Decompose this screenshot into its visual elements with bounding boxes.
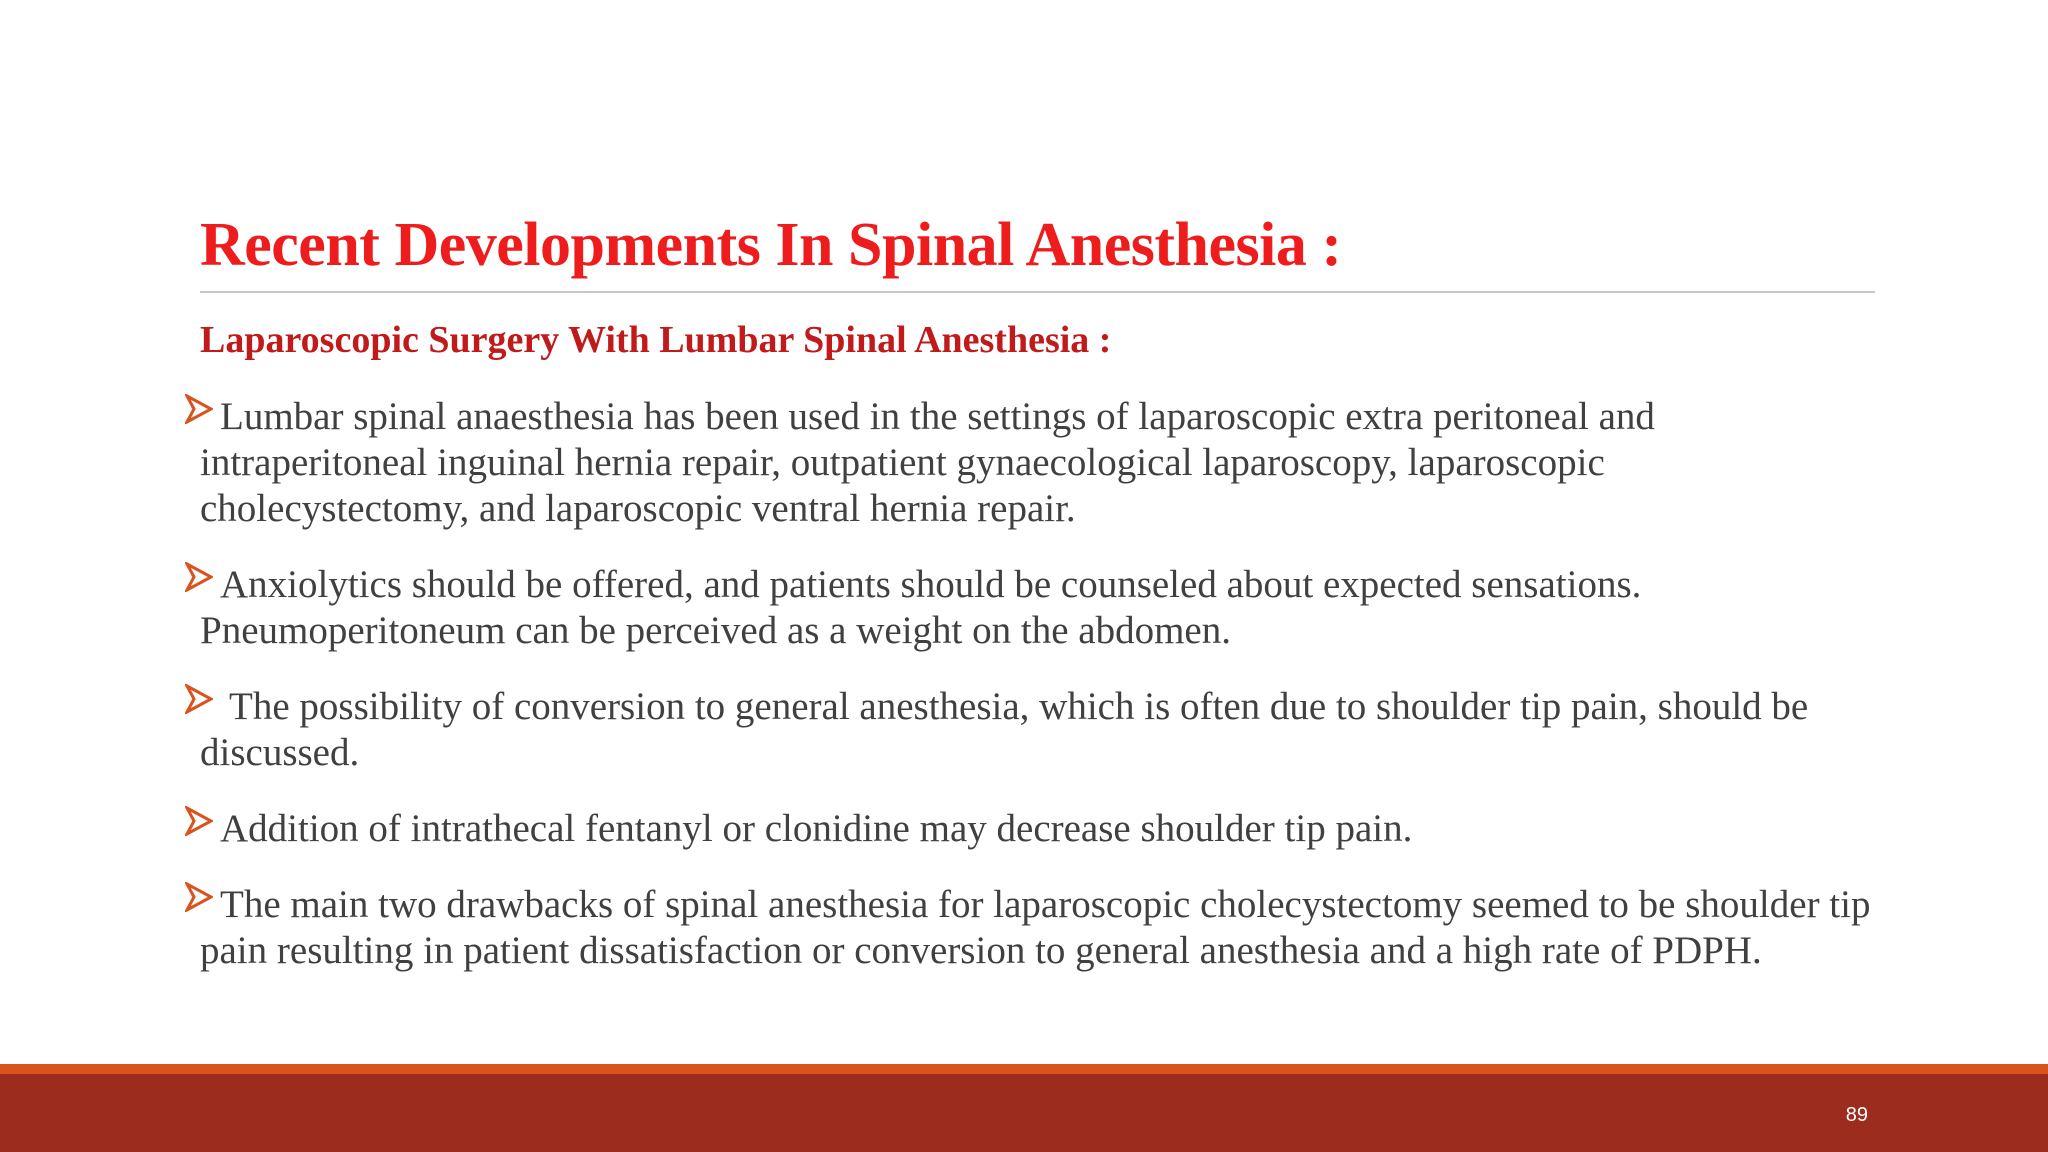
- bullet-item: [200, 806, 1880, 852]
- bullet-item: [200, 684, 1880, 776]
- bullet-item: [200, 394, 1880, 532]
- arrow-bullet-icon: [185, 394, 213, 424]
- bullet-item: [200, 882, 1880, 974]
- slide-subtitle: Laparoscopic Surgery With Lumbar Spinal Anesthesia :: [200, 319, 1112, 361]
- bullet-text: Lumbar spinal anaesthesia has been used in the settings of laparoscopic extra peritoneal and intraperitoneal inguinal hernia repair, outpatient gynaecological laparoscopy, laparoscopic cholecystectomy, and laparoscopic ventral hernia repair.: [200, 395, 1655, 530]
- bullet-text: The main two drawbacks of spinal anesthesia for laparoscopic cholecystectomy seemed to be shoulder tip pain resulting in patient dissatisfaction or conversion to general anesthesia and a high rate of PDPH.: [200, 883, 1871, 972]
- footer-band: [0, 1074, 2048, 1152]
- bullet-text: Anxiolytics should be offered, and patients should be counseled about expected sensations. Pneumoperitoneum can be perceived as a weight on the abdomen.: [200, 563, 1642, 652]
- arrow-bullet-icon: [185, 684, 213, 714]
- bullet-text: The possibility of conversion to general anesthesia, which is often due to shoulder tip pain, should be discussed.: [200, 685, 1809, 774]
- bullet-list: [200, 394, 1880, 1004]
- title-divider: [200, 291, 1875, 293]
- bullet-item: [200, 562, 1880, 654]
- footer-stripe: [0, 1064, 2048, 1074]
- slide-title: Recent Developments In Spinal Anesthesia :: [200, 211, 1342, 279]
- arrow-bullet-icon: [185, 882, 213, 912]
- page-number: 89: [1845, 1104, 1868, 1126]
- bullet-text: Addition of intrathecal fentanyl or clonidine may decrease shoulder tip pain.: [220, 807, 1413, 850]
- arrow-bullet-icon: [185, 562, 213, 592]
- arrow-bullet-icon: [185, 806, 213, 836]
